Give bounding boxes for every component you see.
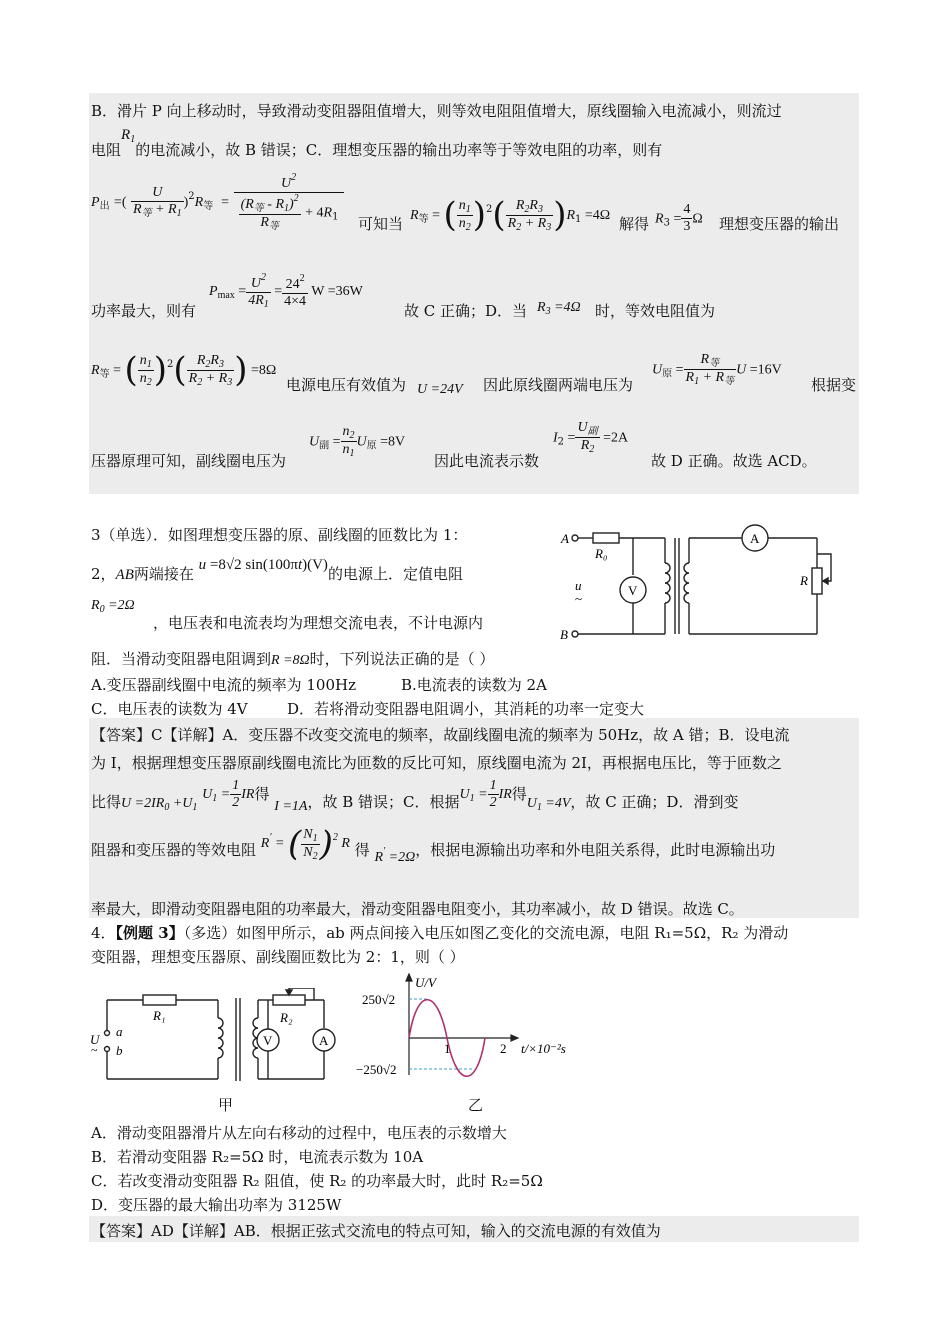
- q4-label-b: b: [116, 1043, 123, 1058]
- q4-label-r1: R₁: [153, 1008, 166, 1023]
- q4-line1-rest: （多选）如图甲所示，ab 两点间接入电压如图乙变化的交流电源，电阻 R₁=5Ω，R₂ 为滑动: [183, 924, 789, 942]
- q3-line4: [91, 648, 494, 669]
- q3-r0-value: $R_0 =2\Omega$: [91, 598, 135, 615]
- block1-line5-b: 因此原线圈两端电压为: [483, 376, 634, 394]
- block1-formula-uyuan: $U_原$ = $\frac{R_等}{R_1 + R_等}$ U =16V: [652, 352, 782, 387]
- q3-answer-line3: [91, 778, 739, 814]
- block1-formula-req: $R_等$ = ( $\frac{n_1}{n_2}$ )$^2$( $\frac{R_2R_3}{R_2 + R_3}$ )$R_1 =4\Omega$: [410, 195, 611, 235]
- q3-eq-u: $U =2IR_0 +U_1$: [121, 795, 198, 813]
- block1-line2: [91, 127, 663, 159]
- block1-line6-a: 压器原理可知，副线圈电压为: [91, 452, 287, 470]
- q3-ans4-a: 阻器和变压器的等效电阻: [91, 841, 257, 860]
- q3-ans3-a: 比得: [91, 792, 122, 811]
- block1-u24: U =24V: [417, 382, 463, 397]
- q3-answer-line4: [91, 824, 775, 864]
- block1-r3-4: $R_3 =4\Omega$: [537, 300, 581, 317]
- q3-line2-b: 两端接在: [133, 565, 194, 583]
- q4-line1: [91, 922, 788, 943]
- q4-label-voltmeter: V: [263, 1033, 273, 1048]
- q3-ans3-d: 得: [511, 784, 527, 803]
- q3-eq-r2: R' =2Ω: [374, 846, 416, 866]
- block1-line3-solve: 解得: [619, 215, 650, 233]
- block1-formula-p: $P_出$ =( $\frac{U}{R_等 + R_1}$ )$^2R_等$ = $U^2$ $\frac{(R_等 - R_1)^2}{R_等}$ + $4R_1$: [91, 172, 344, 232]
- q4-option-d: D．变压器的最大输出功率为 3125W: [91, 1196, 342, 1214]
- q4-tag: 【例题 3】: [115, 924, 184, 942]
- q3-line2: [91, 553, 463, 583]
- q3-eq-u14: $U_1 =4V$: [526, 795, 571, 813]
- q4-graph-x2: 2: [500, 1041, 507, 1056]
- q3-ans3-e: ，故 C 正确；D．滑到变: [570, 792, 739, 811]
- q3-option-b: B.电流表的读数为 2A: [401, 676, 547, 694]
- q4-option-b: B．若滑动变阻器 R₂=5Ω 时，电流表示数为 10A: [91, 1148, 424, 1166]
- q3-line2-a: 2，: [91, 565, 116, 583]
- block1-formula-ufu: $U_副$ = $\frac{n_2}{n_1}$ $U_原 =8V$: [309, 424, 406, 459]
- q4-label-r2: R₂: [280, 1010, 293, 1025]
- q3-ab: AB: [115, 567, 134, 583]
- block1-line4-b: 故 C 正确；D．当: [404, 302, 528, 320]
- q3-line2-c: 的电源上．定值电阻: [327, 565, 463, 583]
- q4-graph-ytop: 250√2: [362, 992, 396, 1007]
- block1-line6-c: 故 D 正确。故选 ACD。: [651, 452, 817, 470]
- q4-circuit-diagram: [88, 988, 338, 1088]
- block1-line4-a: 功率最大，则有: [91, 302, 197, 320]
- q4-line2: 变阻器，理想变压器原、副线圈匝数比为 2：1，则（ ）: [91, 948, 465, 966]
- q3-answer-line2: 为 I，根据理想变压器原副线圈电流比为匝数的反比可知，原线圈电流为 2I，再根据电压比，等于匝数之: [91, 754, 782, 772]
- q4-answer-line1: 【答案】AD【详解】AB．根据正弦式交流电的特点可知，输入的交流电源的有效值为: [91, 1222, 661, 1240]
- block1-formula-i2: $I_2$ = $\frac{U_副}{R_2}$ =2A: [553, 420, 629, 455]
- q4-num: 4．: [91, 924, 116, 942]
- block1-line5-c: 根据变: [811, 376, 857, 394]
- block1-line3-mid: 可知当: [358, 215, 404, 233]
- q3-ans3-b: 得: [254, 784, 270, 803]
- q3-line4-b: 时，下列说法正确的是（ ）: [309, 650, 495, 668]
- r1-symbol: $R_1$: [121, 127, 136, 145]
- q4-figure-caption-left: 甲: [218, 1096, 234, 1114]
- q3-line3: ，电压表和电流表均为理想交流电表，不计电源内: [153, 614, 484, 632]
- block1-formula-r3: $R_3$ = $\frac{4}{3}$ Ω: [655, 202, 703, 234]
- q4-label-u: U: [90, 1032, 100, 1047]
- block1-line4-c: 时，等效电阻值为: [595, 302, 716, 320]
- block1-formula-pmax: $P_{max}$ = $\frac{U^2}{4R_1}$ = $\frac{24^2}{4\times 4}$ W =36W: [209, 272, 363, 310]
- q4-figure-caption-right: 乙: [468, 1096, 484, 1114]
- q3-ans3-c: ，故 B 错误；C．根据: [307, 792, 460, 811]
- q4-graph-xlabel: t/×10⁻²s: [521, 1041, 566, 1056]
- block1-line2-a: 电阻: [91, 141, 122, 159]
- q4-label-tilde: ~: [91, 1043, 98, 1057]
- q3-eq-i: I =1A: [274, 798, 308, 814]
- q3-eq-u1: $U_1$ = $\frac{1}{2}$ IR: [202, 778, 255, 810]
- q3-label-b-terminal: B: [560, 627, 568, 642]
- q4-label-ammeter: A: [319, 1033, 329, 1048]
- q4-voltage-graph: [355, 972, 595, 1084]
- q4-option-c: C．若改变滑动变阻器 R₂ 阻值，使 R₂ 的功率最大时，此时 R₂=5Ω: [91, 1172, 543, 1190]
- q3-answer-line5: 率最大，即滑动变阻器电阻的功率最大，滑动变阻器电阻变小，其功率减小，故 D 错误。故选 C。: [91, 900, 744, 918]
- q3-label-r0: R₀: [595, 546, 608, 561]
- q3-line1: 3（单选）．如图理想变压器的原、副线圈的匝数比为 1：: [91, 526, 468, 544]
- q4-option-a: A．滑动变阻器滑片从左向右移动的过程中，电压表的示数增大: [91, 1124, 507, 1142]
- q3-label-u: u: [575, 578, 582, 593]
- q4-label-a: a: [116, 1024, 123, 1039]
- block1-line3-tail: 理想变压器的输出: [719, 215, 840, 233]
- q3-line4-a: 阻．当滑动变阻器电阻调到: [91, 650, 272, 668]
- q3-label-ammeter: A: [750, 531, 760, 546]
- q3-option-c: C．电压表的读数为 4V: [91, 700, 248, 718]
- block1-line5-a: 电源电压有效值为: [286, 376, 407, 394]
- block1-line6-b: 因此电流表示数: [434, 452, 540, 470]
- q3-source-formula: u =8√2 sin(100πt)(V): [198, 557, 328, 573]
- q3-label-r: R: [800, 573, 808, 588]
- q3-ans4-b: 得: [354, 841, 370, 860]
- q4-graph-ybot: −250√2: [356, 1062, 397, 1077]
- answer-shade-q3: [89, 718, 859, 918]
- q3-label-tilde: ~: [575, 591, 583, 606]
- q3-eq-rprime: R' = ( $\frac{N_1}{N_2}$ )$^2$ R: [260, 824, 350, 864]
- q3-eq-u1b: $U_1$ = $\frac{1}{2}$ IR: [459, 778, 512, 810]
- q3-option-d: D．若将滑动变阻器电阻调小，其消耗的功率一定变大: [287, 700, 645, 718]
- q3-answer-line1: 【答案】C【详解】A．变压器不改变交流电的频率，故副线圈电流的频率为 50Hz，故 A 错；B．设电流: [91, 726, 790, 744]
- q3-label-voltmeter: V: [628, 583, 638, 598]
- q4-graph-ylabel: U/V: [415, 975, 436, 990]
- block1-formula-req2: $R_等$ = ( $\frac{n_1}{n_2}$ )$^2$( $\frac{R_2R_3}{R_2 + R_3}$ ) =8Ω: [91, 350, 277, 390]
- q3-ans4-c: ，根据电源输出功率和外电阻关系得，此时电源输出功: [415, 841, 776, 860]
- q4-graph-x1: 1: [444, 1041, 451, 1056]
- q3-label-a-terminal: A: [561, 531, 569, 546]
- q3-option-a: A.变压器副线圈中电流的频率为 100Hz: [91, 676, 356, 694]
- q3-circuit-diagram: [555, 518, 855, 648]
- block1-line1: B．滑片 P 向上移动时，导致滑动变阻器阻值增大，则等效电阻阻值增大，原线圈输入电流减小，则流过: [91, 102, 782, 120]
- q3-r8: R =8Ω: [271, 653, 310, 668]
- block1-line2-b: 的电流减小，故 B 错误；C．理想变压器的输出功率等于等效电阻的功率，则有: [135, 141, 663, 159]
